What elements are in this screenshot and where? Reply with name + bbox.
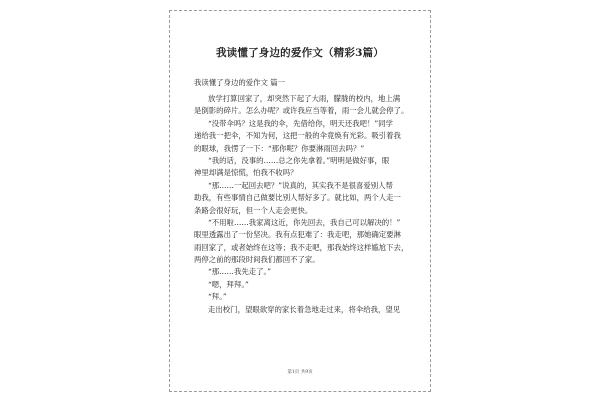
section-heading: 我读懂了身边的爱作文 篇一 (194, 78, 286, 87)
text-line: “那……我先走了。” (208, 267, 271, 277)
text-line: 助我，有些事情自己做要比别人帮好多了。就比如，两个人走一 (194, 193, 401, 203)
text-line: 雨回家了，或者始终在这等；我不走吧，那我始终这样尴尬下去， (194, 242, 409, 252)
text-line: “那……一起回去吧？”说真的，其实我不是很喜爱别人帮 (208, 180, 393, 190)
document-body (194, 93, 412, 316)
page-footer: 第1页 共9页 (287, 370, 313, 375)
text-line: “我的话，没事的……总之你先拿着。”明明是做好事，眼 (208, 155, 390, 165)
document-page (169, 10, 431, 392)
text-line: 条路会很好玩，但一个人走会更快。 (194, 205, 313, 215)
text-line: 的眼球，我愣了一下：“那你呢？你要淋雨回去吗？” (194, 143, 365, 153)
text-line: 两停之前的那段时间我们都回不了家。 (194, 255, 320, 265)
text-line: “嗯，拜拜。” (208, 279, 249, 289)
text-line: 眼里透露出了一份坚决。我有点犯难了：我走吧，那她确定要淋 (194, 230, 401, 240)
text-line: “拜。” (208, 292, 227, 302)
text-line: 放学打算回家了，却突然下起了大雨，朦胧的校内，地上满 (208, 94, 401, 103)
text-line: “不用啦……我家离这近，你先回去，我自己可以解决的！” (208, 217, 401, 227)
text-line: 走出校门，望眼欲穿的家长着急地走过来，将伞给我，望见 (208, 304, 401, 314)
text-line: “没带伞吗？这是我的伞，先借给你，明天还我吧！”同学 (208, 118, 393, 128)
text-line: 神里却满是惊慌，怕我不收吗？ (194, 168, 298, 178)
text-line: 递给我一把伞，不知为何，这把一般的伞竟焕有光彩。吸引着我 (194, 131, 401, 141)
document-title: 我读懂了身边的爱作文（精彩3篇） (215, 47, 384, 59)
text-line: 是倒影的碎片。怎么办呢？或许我应当等着，雨一会儿就会停了。 (194, 106, 409, 116)
